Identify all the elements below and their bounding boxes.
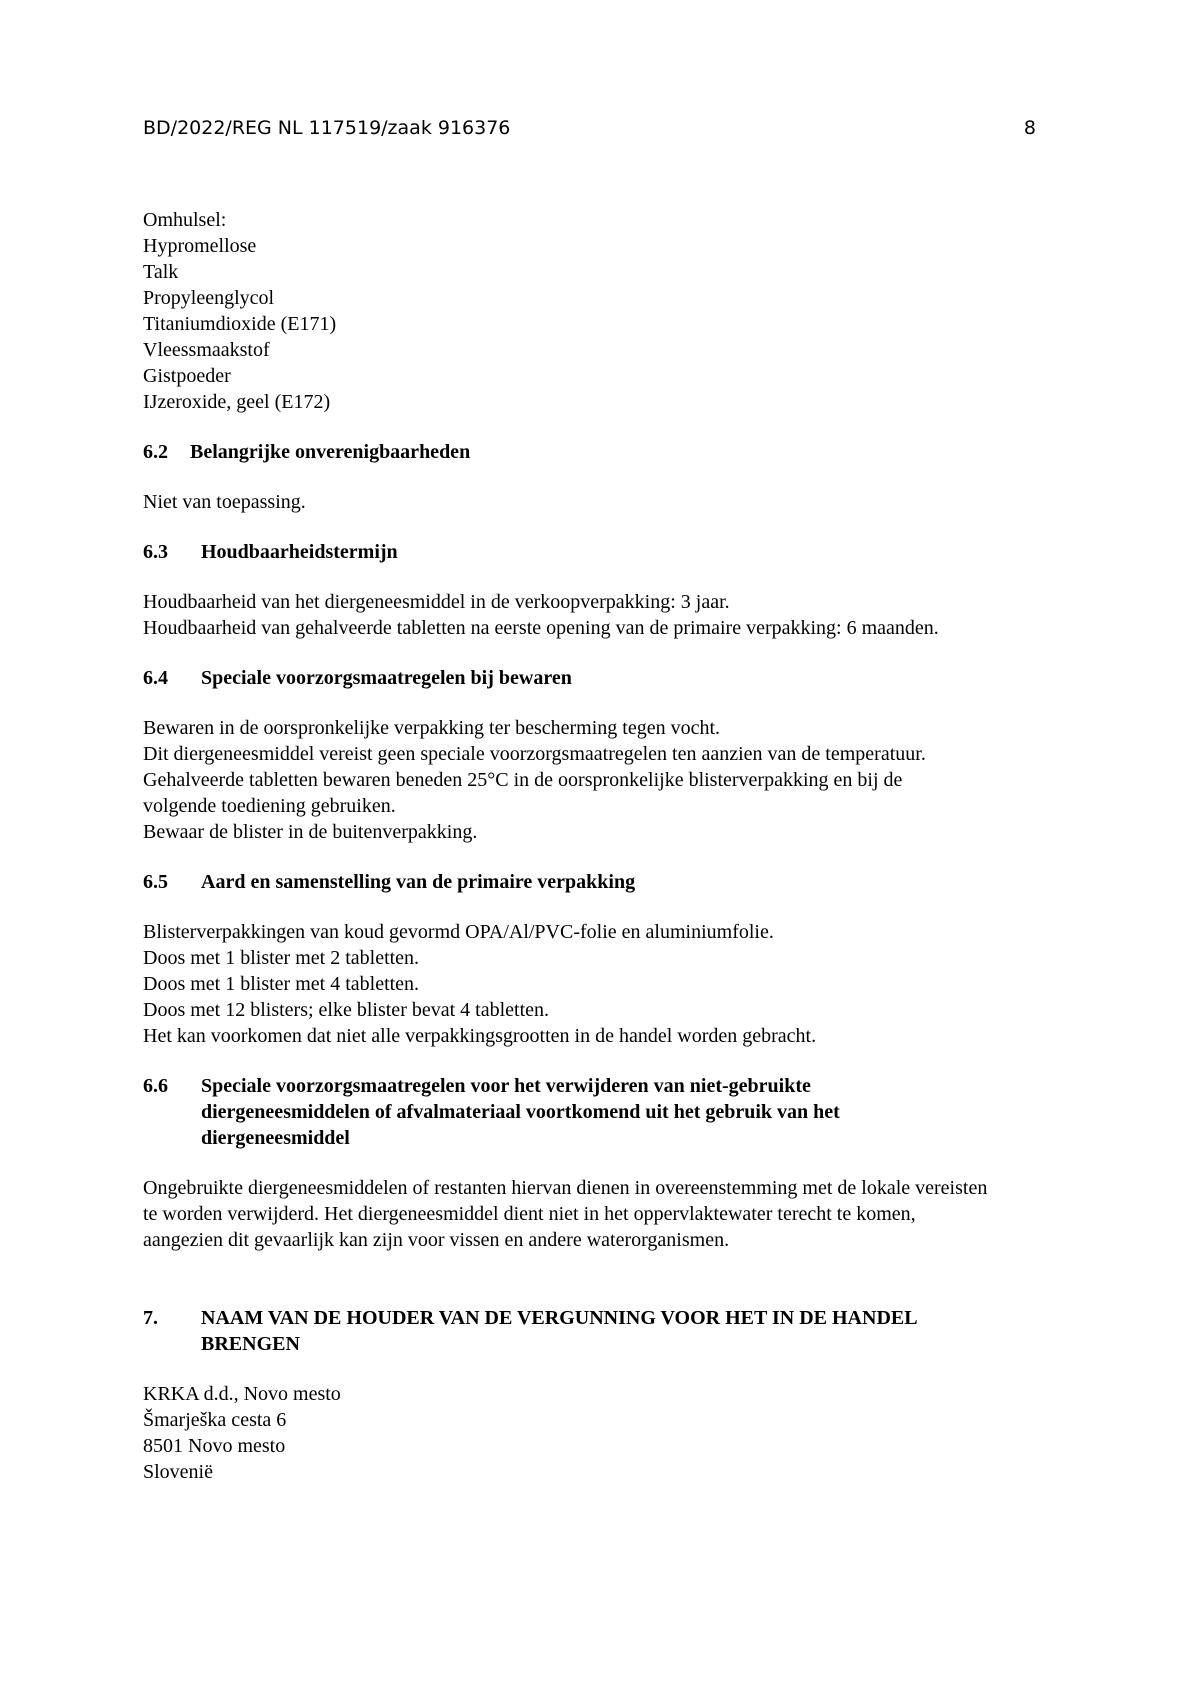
body-line: Niet van toepassing. — [143, 491, 306, 513]
coating-line: Titaniumdioxide (E171) — [143, 313, 337, 335]
body-line: Doos met 1 blister met 2 tabletten. — [143, 947, 420, 969]
coating-list — [143, 207, 1103, 415]
section-body-6-6 — [143, 1175, 1103, 1253]
page-header — [143, 116, 1036, 140]
section-heading-6-3 — [143, 539, 1103, 565]
title-line: NAAM VAN DE HOUDER VAN DE VERGUNNING VOOR HET IN DE HANDEL — [201, 1307, 918, 1329]
title-line: Speciale voorzorgsmaatregelen voor het verwijderen van niet-gebruikte — [201, 1075, 811, 1097]
section-title — [201, 1305, 1103, 1357]
title-line: diergeneesmiddel — [201, 1127, 350, 1149]
section-heading-7 — [143, 1305, 1103, 1357]
body-line: Ongebruikte diergeneesmiddelen of restanten hiervan dienen in overeenstemming met de lokale vereisten — [143, 1177, 988, 1199]
section-heading-6-5 — [143, 869, 1103, 895]
coating-line: Propyleenglycol — [143, 287, 275, 309]
section-title: Houdbaarheidstermijn — [201, 541, 398, 563]
body-line: Doos met 12 blisters; elke blister bevat 4 tabletten. — [143, 999, 550, 1021]
body-line: volgende toediening gebruiken. — [143, 795, 396, 817]
coating-line: Talk — [143, 261, 179, 283]
body-line: te worden verwijderd. Het diergeneesmiddel dient niet in het oppervlaktewater terecht te komen, — [143, 1203, 916, 1225]
address-line: Slovenië — [143, 1461, 213, 1483]
coating-line: Vleessmaakstof — [143, 339, 270, 361]
section-number: 7. — [143, 1307, 158, 1329]
section-heading-6-6 — [143, 1073, 1103, 1151]
body-line: Bewaren in de oorspronkelijke verpakking ter bescherming tegen vocht. — [143, 717, 721, 739]
title-line: diergeneesmiddelen of afvalmateriaal voortkomend uit het gebruik van het — [201, 1101, 840, 1123]
body-line: Gehalveerde tabletten bewaren beneden 25°C in de oorspronkelijke blisterverpakking en bij de — [143, 769, 903, 791]
body-line: Blisterverpakkingen van koud gevormd OPA/Al/PVC-folie en aluminiumfolie. — [143, 921, 774, 943]
section-number: 6.3 — [143, 541, 168, 563]
body-line: aangezien dit gevaarlijk kan zijn voor vissen en andere waterorganismen. — [143, 1229, 730, 1251]
body-line: Houdbaarheid van gehalveerde tabletten na eerste opening van de primaire verpakking: 6 maanden. — [143, 617, 939, 639]
page-number: 8 — [1023, 117, 1036, 139]
document-reference: BD/2022/REG NL 117519/zaak 916376 — [143, 117, 511, 139]
coating-line: IJzeroxide, geel (E172) — [143, 391, 331, 413]
document-body — [143, 207, 1103, 1485]
address-line: KRKA d.d., Novo mesto — [143, 1383, 341, 1405]
section-title: Speciale voorzorgsmaatregelen bij bewaren — [201, 667, 572, 689]
coating-line: Gistpoeder — [143, 365, 231, 387]
address-line: 8501 Novo mesto — [143, 1435, 286, 1457]
body-line: Bewaar de blister in de buitenverpakking. — [143, 821, 478, 843]
body-line: Dit diergeneesmiddel vereist geen speciale voorzorgsmaatregelen ten aanzien van de temperatuur. — [143, 743, 926, 765]
address-line: Šmarješka cesta 6 — [143, 1409, 287, 1431]
section-number: 6.6 — [143, 1075, 168, 1097]
section-body-6-4 — [143, 715, 1103, 845]
body-line: Houdbaarheid van het diergeneesmiddel in de verkoopverpakking: 3 jaar. — [143, 591, 730, 613]
body-line: Doos met 1 blister met 4 tabletten. — [143, 973, 420, 995]
section-number: 6.4 — [143, 667, 168, 689]
body-line: Het kan voorkomen dat niet alle verpakkingsgrootten in de handel worden gebracht. — [143, 1025, 817, 1047]
section-heading-6-2 — [143, 439, 1103, 465]
section-title: Aard en samenstelling van de primaire verpakking — [201, 871, 636, 893]
coating-line: Omhulsel: — [143, 209, 227, 231]
section-heading-6-4 — [143, 665, 1103, 691]
section-title: Belangrijke onverenigbaarheden — [190, 441, 471, 463]
section-body-6-3 — [143, 589, 1103, 641]
section-number: 6.2 — [143, 441, 168, 463]
section-title — [201, 1073, 1103, 1151]
title-line: BRENGEN — [201, 1333, 300, 1355]
section-body-6-5 — [143, 919, 1103, 1049]
section-number: 6.5 — [143, 871, 168, 893]
section-body-6-2 — [143, 489, 1103, 515]
coating-line: Hypromellose — [143, 235, 257, 257]
holder-address — [143, 1381, 1103, 1485]
